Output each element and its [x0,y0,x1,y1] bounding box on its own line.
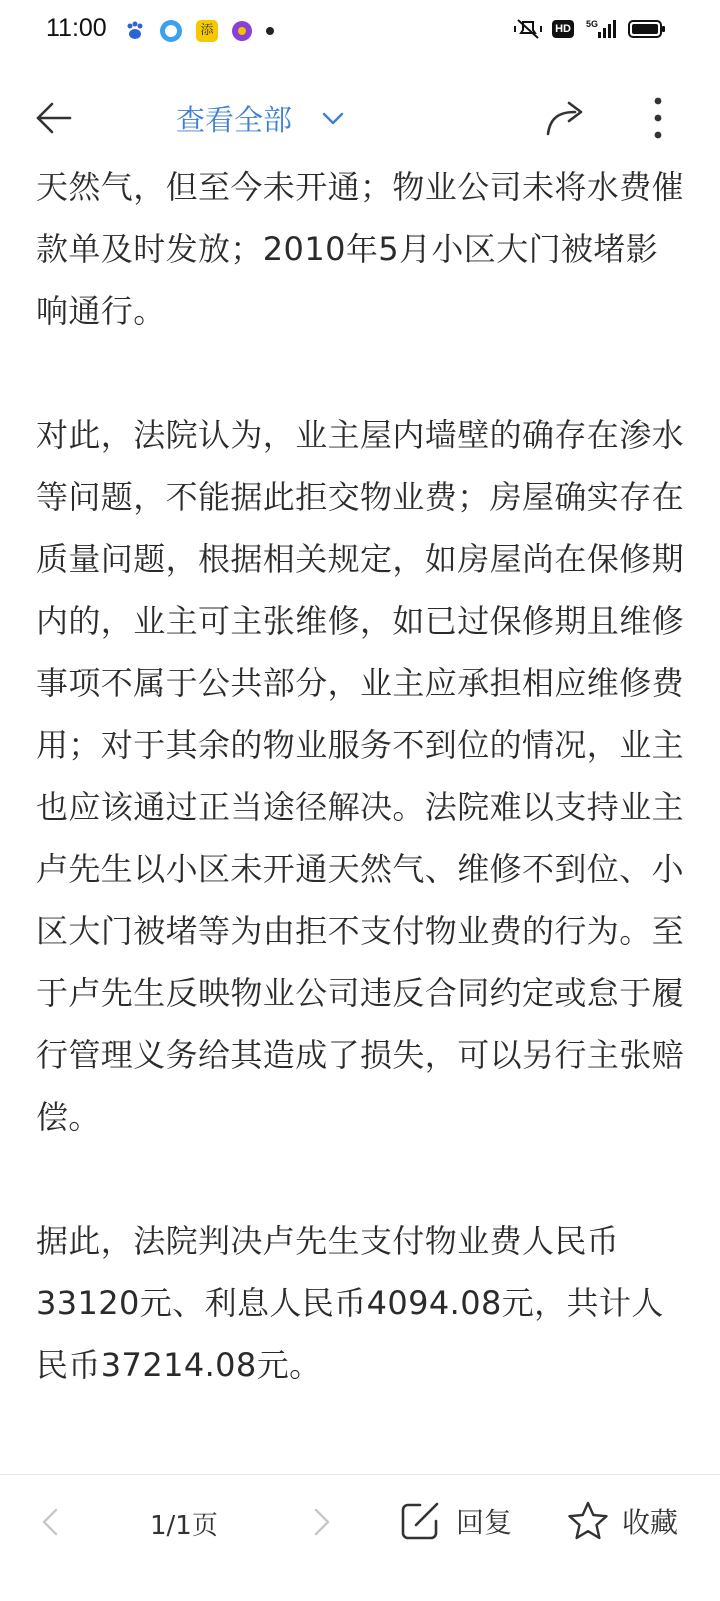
yellow-app-icon: 添 [196,20,218,42]
qq-browser-icon [160,20,182,42]
more-dot-icon [266,27,274,35]
system-icons [504,18,662,40]
signal-5g-icon [584,18,618,40]
edit-icon [398,1499,442,1543]
share-icon[interactable] [545,98,587,138]
hd-badge: HD [552,20,574,38]
next-page-icon[interactable] [310,1507,334,1537]
chevron-down-icon [322,112,344,126]
more-vertical-icon[interactable] [648,96,668,140]
star-icon [566,1499,610,1543]
arrow-left-icon[interactable] [34,98,74,138]
status-time: 11:00 [46,14,107,42]
article-paragraph: 对此，法院认为，业主屋内墙壁的确存在渗水等问题，不能据此拒交物业费；房屋确实存在质量问题，根据相关规定，如房屋尚在保修期内的，业主可主张维修，如已过保修期且维修事项不属于公共部分，业主应承担相应维修费用；对于其余的物业服务不到位的情况，业主也应该通过正当途径解决。法院难以支持业主卢先生以小区未开通天然气、维修不到位、小区大门被堵等为由拒不支付物业费的行为。至于卢先生反映物业公司违反合同约定或怠于履行管理义务给其造成了损失，可以另行主张赔偿。 [36,416,685,1136]
favorite-label: 收藏 [622,1506,679,1539]
bottom-action-bar [0,1474,720,1601]
purple-app-icon [232,21,252,41]
mute-vibrate-icon [514,18,542,40]
view-all-dropdown[interactable] [176,98,344,139]
top-app-bar [0,64,720,168]
svg-text:5G: 5G [586,19,599,29]
page-indicator[interactable]: 1/1页 [150,1511,218,1541]
status-bar [0,0,720,64]
battery-icon [628,20,662,38]
favorite-button[interactable] [566,1499,678,1543]
notification-icons [124,20,288,42]
article-content [36,156,684,1458]
header-title: 查看全部 [176,103,293,137]
article-paragraph: 天然气，但至今未开通；物业公司未将水费催款单及时发放；2010年5月小区大门被堵影响通行。 [36,168,685,330]
baidu-paw-icon [124,20,146,42]
previous-page-icon[interactable] [38,1507,62,1537]
reply-button[interactable] [398,1499,512,1543]
article-paragraph: 据此，法院判决卢先生支付物业费人民币33120元、利息人民币4094.08元，共计人民币37214.08元。 [36,1222,664,1384]
reply-label: 回复 [456,1506,513,1539]
